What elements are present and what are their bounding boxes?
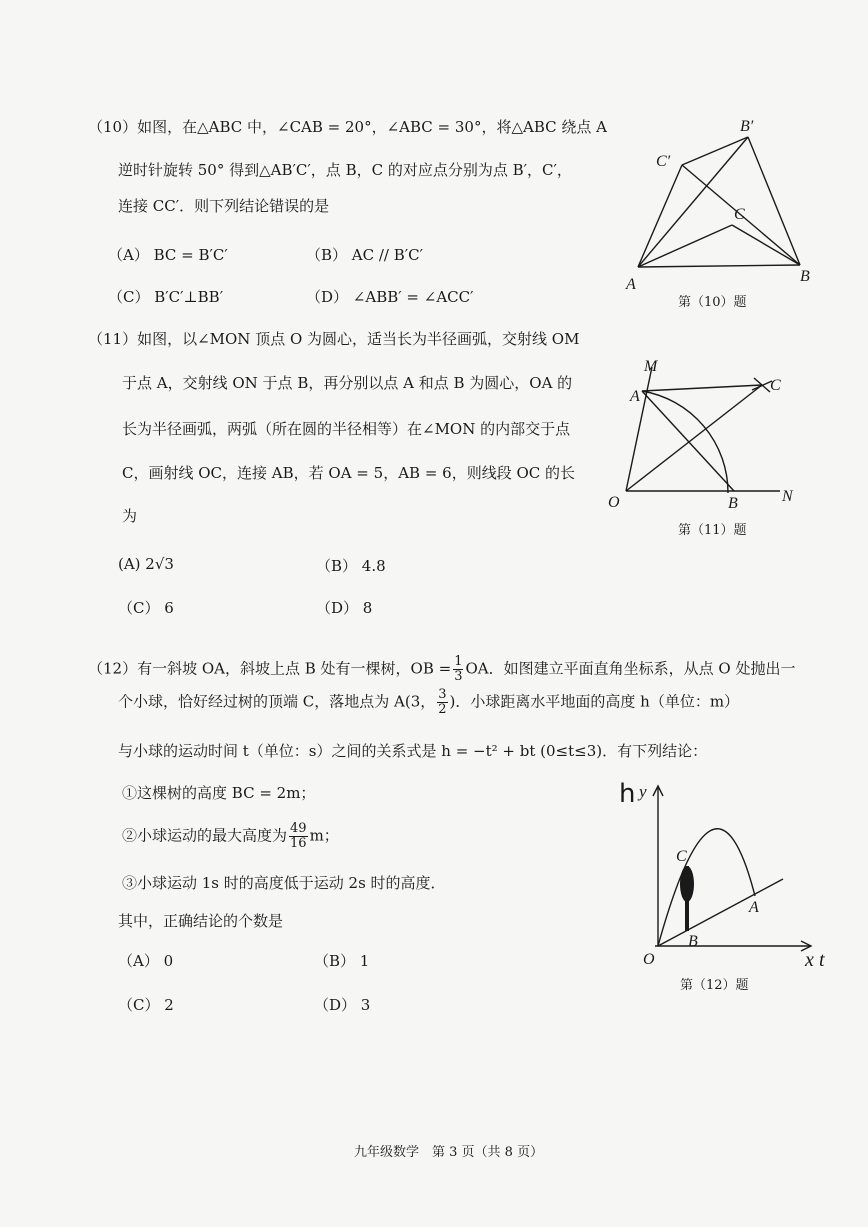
q12-line-3: 与小球的运动时间 t（单位：s）之间的关系式是 h = −t² + bt (0≤t≤3)．有下列结论： — [118, 742, 708, 760]
q12-option-d: （D） 3 — [314, 996, 371, 1014]
q12-line-2a: 个小球，恰好经过树的顶端 C，落地点为 A(3， — [118, 692, 436, 711]
q10-option-d: （D） ∠ABB′ = ∠ACC′ — [306, 288, 474, 306]
q11-label-c: C — [770, 377, 781, 394]
q12-label-o: O — [643, 951, 655, 968]
q10-caption: 第（10）题 — [678, 295, 747, 310]
q11-line-4: C，画射线 OC，连接 AB，若 OA = 5，AB = 6，则线段 OC 的长 — [122, 464, 576, 482]
q10-label-a: A — [626, 276, 636, 293]
q12-fraction-one-third — [453, 655, 463, 684]
q12-conclusion-1: ①这棵树的高度 BC = 2m； — [122, 784, 316, 802]
q11-seg-ab — [642, 391, 734, 491]
q12-frac2-num: 3 — [438, 687, 447, 702]
q10-seg-ab-prime — [638, 137, 748, 267]
q10-label-c: C — [734, 206, 745, 223]
q10-seg-ac — [638, 225, 732, 267]
q11-caption: 第（11）题 — [678, 523, 747, 538]
q10-option-c: （C） B′C′⊥BB′ — [108, 288, 224, 306]
q10-seg-bb-prime — [748, 137, 800, 265]
q12-option-b: （B） 1 — [314, 952, 370, 970]
q10-seg-b-c-prime — [682, 137, 748, 165]
q12-conclusion-3: ③小球运动 1s 时的高度低于运动 2s 时的高度． — [122, 874, 446, 892]
q10-line-3: 连接 CC′．则下列结论错误的是 — [118, 197, 330, 215]
q11-seg-ac — [642, 385, 762, 391]
q12-line-1 — [88, 655, 795, 684]
q12-label-x: x — [805, 949, 814, 971]
q12-frac2-den: 2 — [438, 702, 447, 717]
q10-label-b-prime: B′ — [740, 118, 754, 135]
q11-label-n: N — [782, 488, 793, 505]
q12-caption: 第（12）题 — [680, 978, 749, 993]
q12-label-t: t — [819, 949, 825, 971]
q11-line-3: 长为半径画弧，两弧（所在圆的半径相等）在∠MON 的内部交于点 — [122, 420, 571, 438]
q12-slope-oa — [658, 879, 783, 946]
q12-label-a: A — [749, 899, 759, 916]
q11-ray-oc — [626, 385, 762, 491]
q12-frac3-den: 16 — [290, 836, 307, 851]
q12-line-2b: )．小球距离水平地面的高度 h（单位：m） — [449, 692, 740, 711]
q12-line-1b: OA．如图建立平面直角坐标系，从点 O 处抛出一 — [465, 659, 796, 678]
q11-line-5: 为 — [122, 507, 138, 525]
q11-figure — [600, 355, 810, 515]
q12-frac-den: 3 — [454, 669, 463, 684]
q11-line-1: （11）如图，以∠MON 顶点 O 为圆心，适当长为半径画弧，交射线 OM — [88, 330, 580, 348]
q11-label-a: A — [630, 388, 640, 405]
q10-seg-ac-prime — [638, 165, 682, 267]
q10-label-c-prime: C′ — [656, 153, 671, 170]
q12-conclusion-2 — [122, 822, 339, 851]
q10-label-b: B — [800, 268, 810, 285]
q12-label-y: y — [639, 782, 647, 801]
q12-label-b: B — [688, 933, 698, 950]
q12-label-h: h — [619, 779, 636, 809]
q12-line-2 — [118, 688, 739, 717]
q12-question: 其中，正确结论的个数是 — [118, 912, 284, 930]
q11-label-b: B — [728, 495, 738, 512]
q10-seg-ab — [638, 265, 800, 267]
q11-option-a: (A) 2√3 — [118, 555, 174, 573]
q10-option-b: （B） AC // B′C′ — [306, 246, 424, 264]
q12-parabola — [658, 829, 755, 946]
q10-line-1: （10）如图，在△ABC 中，∠CAB = 20°，∠ABC = 30°，将△ABC 绕点 A — [88, 118, 607, 136]
q12-option-a: （A） 0 — [118, 952, 174, 970]
q10-line-2: 逆时针旋转 50° 得到△AB′C′，点 B，C 的对应点分别为点 B′，C′， — [118, 161, 572, 179]
q10-figure — [620, 115, 820, 300]
q12-frac3-num: 49 — [290, 821, 307, 836]
q11-option-b: （B） 4.8 — [316, 557, 386, 575]
q12-line-1a: （12）有一斜坡 OA，斜坡上点 B 处有一棵树，OB = — [88, 659, 452, 678]
q11-ray-om — [626, 367, 652, 491]
q11-label-m: M — [644, 358, 658, 375]
q11-arc-ab — [642, 391, 728, 493]
q12-label-c: C — [676, 848, 687, 865]
q12-figure — [615, 780, 845, 980]
q10-seg-bc — [732, 225, 800, 265]
q11-label-o: O — [608, 494, 620, 511]
q12-fraction-49-16 — [289, 822, 308, 851]
q11-option-d: （D） 8 — [316, 599, 373, 617]
q12-tree-crown — [680, 866, 694, 902]
q11-option-c: （C） 6 — [118, 599, 174, 617]
q12-conclusion-2b: m； — [309, 826, 339, 845]
q12-conclusion-2a: ②小球运动的最大高度为 — [122, 826, 288, 845]
q12-frac-num: 1 — [454, 654, 463, 669]
q11-line-2: 于点 A，交射线 ON 于点 B，再分别以点 A 和点 B 为圆心，OA 的 — [122, 374, 573, 392]
q12-option-c: （C） 2 — [118, 996, 174, 1014]
q10-option-a: （A） BC = B′C′ — [108, 246, 228, 264]
page-footer: 九年级数学 第 3 页（共 8 页） — [354, 1145, 544, 1160]
q12-fraction-three-halves — [437, 688, 447, 717]
